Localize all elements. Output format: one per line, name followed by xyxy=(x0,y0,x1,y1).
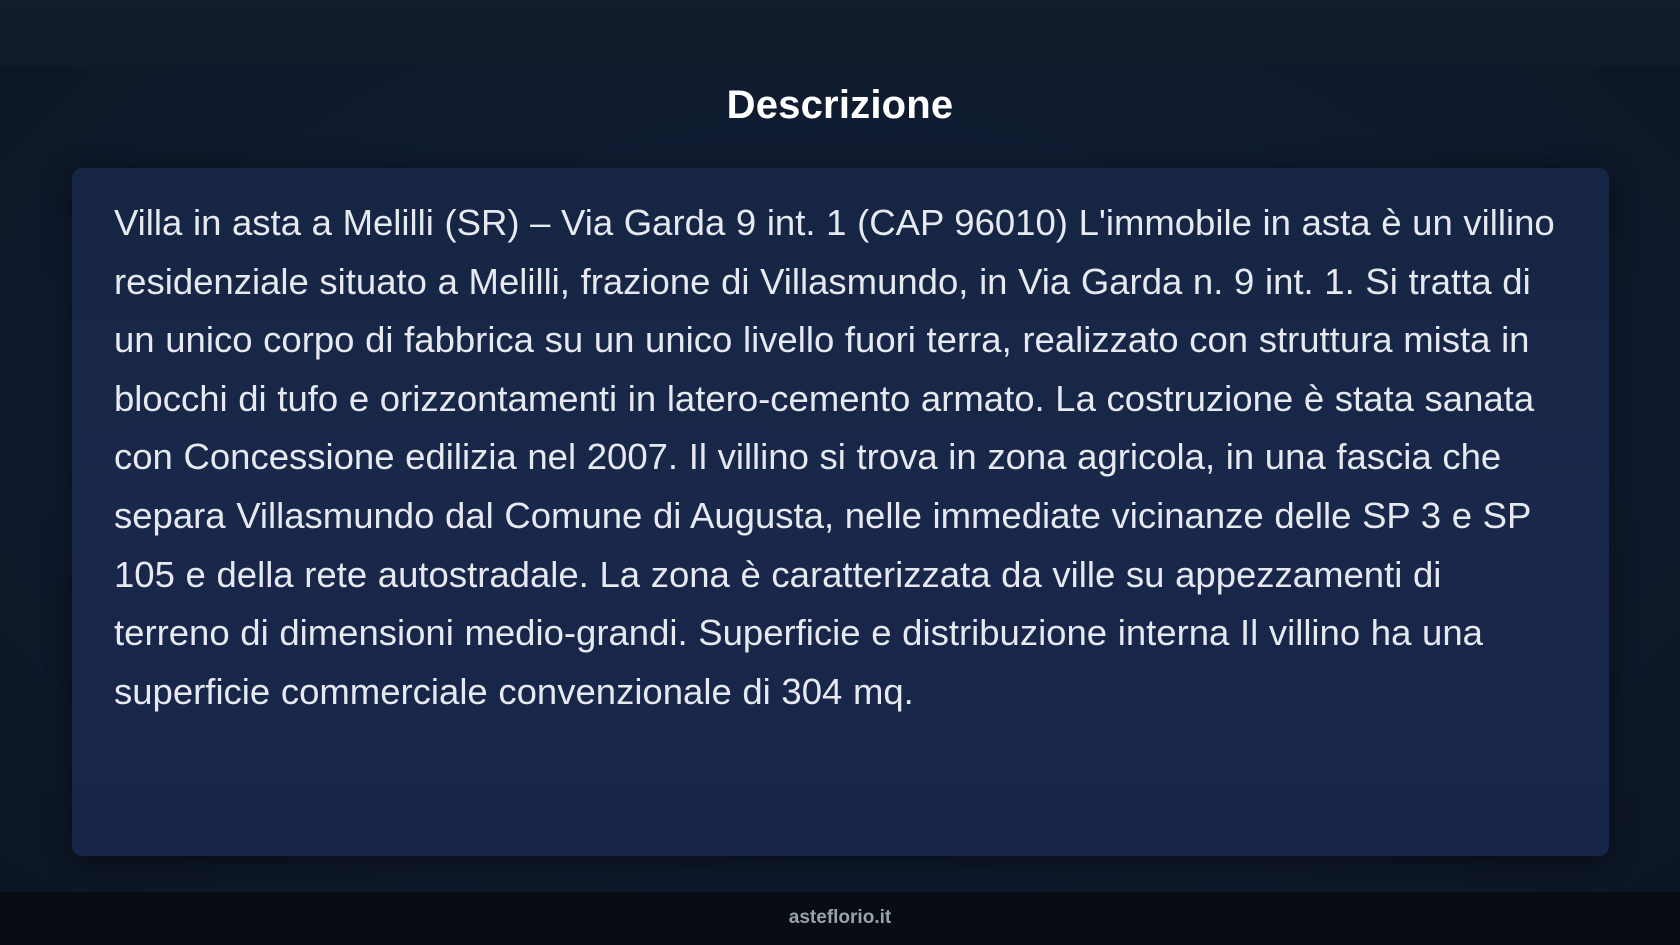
top-band xyxy=(0,0,1680,66)
footer-site-name: asteflorio.it xyxy=(788,907,892,928)
description-card xyxy=(72,168,1609,856)
footer xyxy=(0,892,1680,945)
section-title: Descrizione xyxy=(726,83,954,127)
description-text: Villa in asta a Melilli (SR) – Via Garda 9 int. 1 (CAP 96010) L'immobile in asta è un villino residenziale situato a Melilli, frazione di Villasmundo, in Via Garda n. 9 int. 1. Si tratta di un unico corpo di fabbrica su un unico livello fuori terra, realizzato con struttura mista in blocchi di tufo e orizzontamenti in latero-cemento armato. La costruzione è stata sanata con Concessione edilizia nel 2007. Il villino si trova in zona agricola, in una fascia che separa Villasmundo dal Comune di Augusta, nelle immediate vicinanze delle SP 3 e SP 105 e della rete autostradale. La zona è caratterizzata da ville su appezzamenti di terreno di dimensioni medio-grandi. Superficie e distribuzione interna Il villino ha una superficie commerciale convenzionale di 304 mq. xyxy=(114,202,1555,712)
